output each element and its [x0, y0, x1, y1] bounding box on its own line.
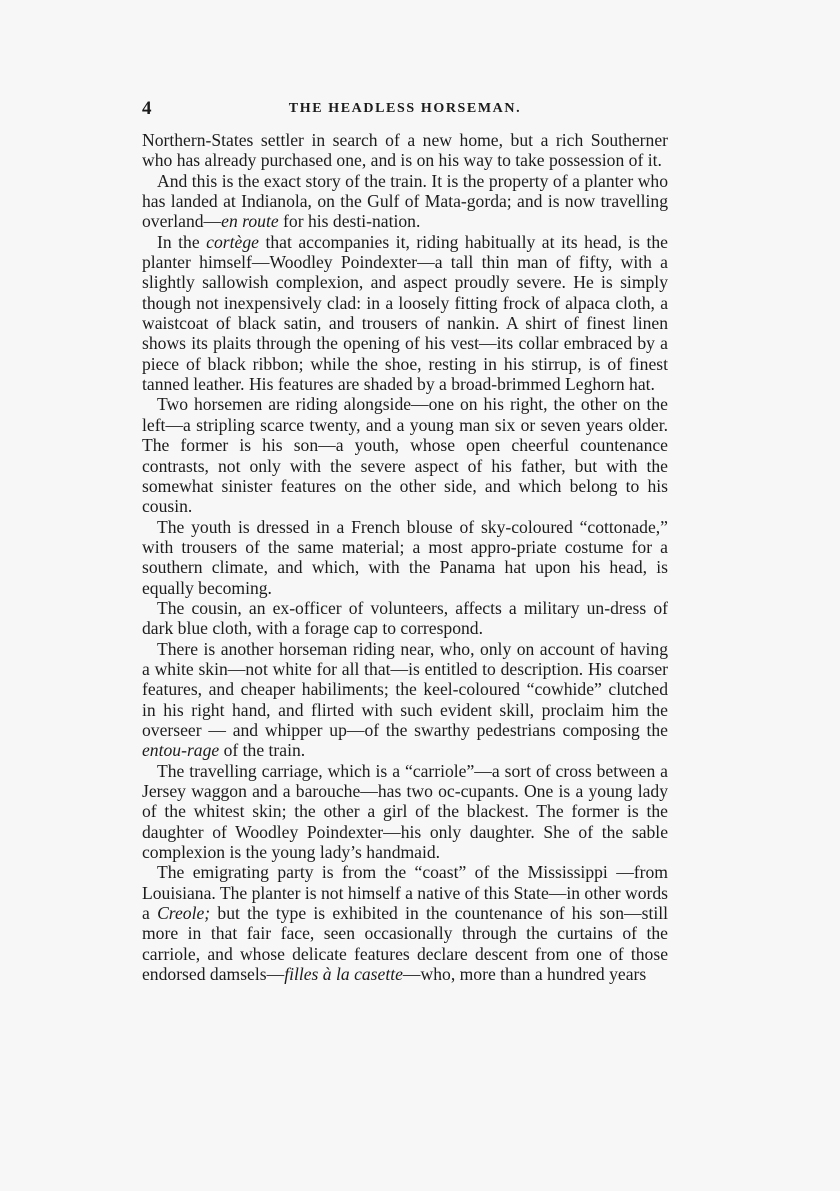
- paragraph-p4: [142, 394, 668, 516]
- running-title: THE HEADLESS HORSEMAN.: [288, 101, 522, 116]
- text-run: but the type is exhibited in the countenance of his son—still more in that fair face, seen occasionally through the curtains of the carriole, and whose delicate features declare descent from one of those endorsed damsels—: [142, 903, 668, 985]
- text-run: In the: [157, 231, 207, 252]
- text-run: of the train.: [219, 740, 306, 761]
- paragraph-p3: [142, 232, 668, 395]
- italic-phrase: entou-rage: [142, 740, 220, 761]
- text-run: Two horsemen are riding alongside—one on his right, the other on the left—a stripling scarce twenty, and a young man six or seven years older. The former is his son—a youth, whose open cheerful countenance contrasts, not only with the severe aspect of his father, but with the somewhat sinister features on the other side, and which belong to his cousin.: [142, 394, 668, 517]
- italic-phrase: cortège: [206, 231, 259, 252]
- text-run: Northern-States settler in search of a new home, but a rich Southerner who has already purchased one, and is on his way to take possession of it.: [142, 130, 668, 171]
- paragraph-p9: [142, 862, 668, 984]
- text-run: The youth is dressed in a French blouse of sky-coloured “cottonade,” with trousers of the same material; a most appro-priate costume for a southern climate, and which, with the Panama hat upon his head, is equally becoming.: [142, 516, 668, 598]
- text-run: There is another horseman riding near, who, only on account of having a white skin—not white for all that—is entitled to description. His coarser features, and cheaper habiliments; the keel-coloured “cowhide” clutched in his right hand, and flirted with such evident skill, proclaim him the overseer — and whipper up—of the swarthy pedestrians composing the: [142, 638, 668, 740]
- italic-phrase: filles à la casette: [284, 964, 403, 985]
- text-run: —who, more than a hundred years: [402, 964, 647, 985]
- text-run: The emigrating party is from the “coast” of the Mississippi —from Louisiana. The planter is not himself a native of this State—in other words a: [142, 862, 668, 924]
- body-text: [142, 130, 668, 984]
- text-run: for his desti-nation.: [278, 211, 421, 232]
- text-run: that accompanies it, riding habitually at its head, is the planter himself—Woodley Poindexter—a tall thin man of fifty, with a slightly sallowish complexion, and aspect proudly severe. He is simply though not inexpensively clad: in a loosely fitting frock of alpaca cloth, a waistcoat of black satin, and trousers of nankin. A shirt of finest linen shows its plaits through the opening of his vest—its collar embraced by a piece of black ribbon; while the shoe, resting in his stirrup, is of finest tanned leather. His features are shaded by a broad-brimmed Leghorn hat.: [142, 231, 668, 395]
- paragraph-p8: [142, 761, 668, 863]
- paragraph-p2: [142, 171, 668, 232]
- page-number: 4: [142, 98, 152, 119]
- paragraph-p7: [142, 639, 668, 761]
- italic-phrase: Creole;: [157, 903, 211, 924]
- text-run: The travelling carriage, which is a “carriole”—a sort of cross between a Jersey waggon and a barouche—has two oc-cupants. One is a young lady of the whitest skin; the other a girl of the blackest. The former is the daughter of Woodley Poindexter—his only daughter. She of the sable complexion is the young lady’s handmaid.: [142, 760, 668, 863]
- page-header: [142, 98, 668, 122]
- paragraph-p6: [142, 598, 668, 639]
- text-run: The cousin, an ex-officer of volunteers, affects a military un-dress of dark blue cloth, with a forage cap to correspond.: [142, 597, 668, 639]
- paragraph-p5: [142, 517, 668, 598]
- italic-phrase: en route: [221, 211, 279, 232]
- text-run: And this is the exact story of the train. It is the property of a planter who has landed at Indianola, on the Gulf of Mata-gorda; and is now travelling overland—: [142, 170, 668, 232]
- paragraph-p1: [142, 130, 668, 171]
